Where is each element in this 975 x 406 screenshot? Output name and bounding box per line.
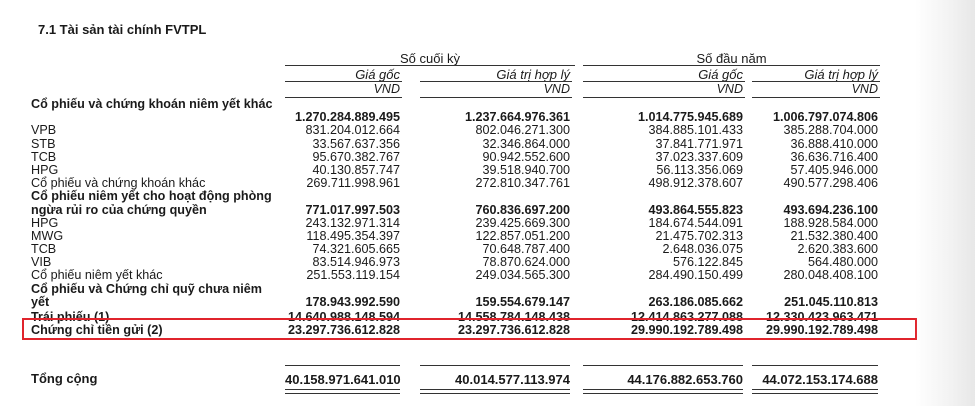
total-rule-double <box>752 389 878 394</box>
col-header-opening-fair: Giá trị hợp lý <box>804 67 878 82</box>
cell-opening-fair: 21.532.380.400 <box>790 228 878 243</box>
total-closing-fair: 40.014.577.113.974 <box>455 372 570 387</box>
row-label: VIB <box>31 255 52 270</box>
col-header-closing-fair: Giá trị hợp lý <box>496 67 570 82</box>
cell-closing-cost: 23.297.736.612.828 <box>287 323 400 338</box>
page-edge-shadow <box>915 0 975 406</box>
total-rule-top <box>752 365 878 366</box>
cell-opening-cost: 1.014.775.945.689 <box>637 110 743 125</box>
table-body <box>0 98 975 337</box>
table-row <box>0 138 975 151</box>
cell-closing-fair: 90.942.552.600 <box>482 149 570 164</box>
total-opening-cost: 44.176.882.653.760 <box>627 372 743 387</box>
cell-opening-fair: 564.480.000 <box>807 255 878 270</box>
unit-opening-cost: VND <box>583 81 745 98</box>
row-label: Cổ phiếu và chứng khoán niêm yết khác <box>31 97 273 111</box>
cell-closing-fair: 239.425.669.300 <box>475 215 570 230</box>
total-opening-fair: 44.072.153.174.688 <box>762 372 878 387</box>
cell-closing-fair: 1.237.664.976.361 <box>464 110 570 125</box>
cell-opening-fair: 280.048.408.100 <box>783 268 878 283</box>
cell-opening-cost: 21.475.702.313 <box>655 228 743 243</box>
cell-opening-cost: 184.674.544.091 <box>648 215 743 230</box>
total-row <box>0 372 975 388</box>
total-rule-double <box>420 389 570 394</box>
cell-closing-fair: 122.857.051.200 <box>475 228 570 243</box>
row-label: Cổ phiếu và Chứng chỉ quỹ chưa niêm yết <box>31 281 262 309</box>
cell-opening-cost: 384.885.101.433 <box>648 123 743 138</box>
cell-closing-cost: 40.130.857.747 <box>312 162 400 177</box>
row-label: TCB <box>31 149 57 164</box>
row-label: Cổ phiếu và chứng khoán khác <box>31 176 206 191</box>
cell-opening-fair: 36.888.410.000 <box>790 136 878 151</box>
total-rule-double <box>583 389 743 394</box>
cell-opening-fair: 36.636.716.400 <box>790 149 878 164</box>
cell-opening-cost: 12.414.863.277.088 <box>630 310 743 325</box>
cell-closing-cost: 269.711.998.961 <box>306 176 400 191</box>
cell-closing-cost: 118.495.354.397 <box>306 228 400 243</box>
table-row <box>0 151 975 164</box>
total-rule-top <box>583 365 743 366</box>
cell-opening-fair: 385.288.704.000 <box>783 123 878 138</box>
row-label: VPB <box>31 123 57 138</box>
cell-closing-fair: 32.346.864.000 <box>482 136 570 151</box>
cell-opening-fair: 29.990.192.789.498 <box>765 323 878 338</box>
cell-opening-fair: 490.577.298.406 <box>783 176 878 191</box>
cell-opening-cost: 263.186.085.662 <box>648 294 743 309</box>
group-header-closing: Số cuối kỳ <box>400 51 460 66</box>
cell-opening-cost: 29.990.192.789.498 <box>630 323 743 338</box>
cell-closing-cost: 243.132.971.314 <box>305 215 400 230</box>
cell-opening-cost: 37.023.337.609 <box>655 149 743 164</box>
cell-opening-cost: 576.122.845 <box>672 255 743 270</box>
row-label: TCB <box>31 242 57 257</box>
table-row <box>0 98 975 124</box>
cell-closing-fair: 70.648.787.400 <box>482 242 570 257</box>
row-label: Trái phiếu (1) <box>31 310 110 325</box>
cell-closing-cost: 831.204.012.664 <box>305 123 400 138</box>
cell-closing-cost: 1.270.284.889.495 <box>294 110 400 125</box>
row-label: Cổ phiếu niêm yết khác <box>31 268 163 283</box>
total-rule-top <box>420 365 570 366</box>
unit-closing-fair: VND <box>420 81 572 98</box>
cell-closing-fair: 23.297.736.612.828 <box>457 323 570 338</box>
col-header-closing-cost: Giá gốc <box>355 67 400 82</box>
group-rule-closing <box>285 65 575 66</box>
cell-closing-cost: 95.670.382.767 <box>312 149 400 164</box>
cell-opening-cost: 37.841.771.971 <box>655 136 743 151</box>
cell-closing-fair: 14.558.784.148.438 <box>457 310 570 325</box>
cell-closing-cost: 74.321.605.665 <box>312 242 400 257</box>
cell-opening-fair: 2.620.383.600 <box>797 242 878 257</box>
cell-opening-fair: 1.006.797.074.806 <box>772 110 878 125</box>
cell-closing-cost: 14.640.988.148.594 <box>287 310 400 325</box>
cell-opening-fair: 57.405.946.000 <box>790 162 878 177</box>
unit-closing-cost: VND <box>285 81 402 98</box>
cell-closing-fair: 760.836.697.200 <box>475 202 570 217</box>
group-header-opening: Số đầu năm <box>696 51 767 66</box>
cell-closing-cost: 251.553.119.154 <box>306 268 400 283</box>
cell-opening-cost: 56.113.356.069 <box>656 162 743 177</box>
row-label: HPG <box>31 162 59 177</box>
table-row <box>0 217 975 230</box>
cell-closing-fair: 272.810.347.761 <box>475 176 570 191</box>
row-label: HPG <box>31 215 59 230</box>
table-row <box>0 190 975 216</box>
cell-opening-cost: 284.490.150.499 <box>648 268 743 283</box>
table-row <box>0 124 975 137</box>
cell-closing-cost: 83.514.946.973 <box>312 255 400 270</box>
cell-opening-fair: 12.330.423.963.471 <box>765 310 878 325</box>
highlight-box <box>22 318 917 340</box>
table-row <box>0 283 975 309</box>
cell-closing-fair: 39.518.940.700 <box>482 162 570 177</box>
section-title: 7.1 Tài sản tài chính FVTPL <box>38 22 207 37</box>
cell-closing-cost: 178.943.992.590 <box>305 294 400 309</box>
row-label: MWG <box>31 228 64 243</box>
cell-closing-cost: 33.567.637.356 <box>312 136 400 151</box>
cell-closing-cost: 771.017.997.503 <box>305 202 400 217</box>
unit-opening-fair: VND <box>752 81 880 98</box>
cell-opening-cost: 2.648.036.075 <box>662 242 743 257</box>
cell-opening-cost: 493.864.555.823 <box>648 202 743 217</box>
total-rule-double <box>285 389 400 394</box>
row-label: Cổ phiếu niêm yết cho hoạt động phòng ngừa rủi ro của chứng quyền <box>31 189 272 217</box>
cell-closing-fair: 249.034.565.300 <box>475 268 570 283</box>
cell-closing-fair: 802.046.271.300 <box>475 123 570 138</box>
cell-closing-fair: 78.870.624.000 <box>482 255 570 270</box>
group-rule-opening <box>583 65 880 66</box>
col-header-opening-cost: Giá gốc <box>698 67 743 82</box>
total-closing-cost: 40.158.971.641.010 <box>285 372 401 387</box>
cell-opening-fair: 493.694.236.100 <box>783 202 878 217</box>
total-rule-top <box>285 365 400 366</box>
cell-opening-fair: 251.045.110.813 <box>784 294 878 309</box>
row-label: Chứng chỉ tiền gửi (2) <box>31 323 163 338</box>
cell-closing-fair: 159.554.679.147 <box>475 294 570 309</box>
table-row <box>0 269 975 282</box>
total-label: Tổng cộng <box>31 371 98 386</box>
cell-opening-cost: 498.912.378.607 <box>648 176 743 191</box>
row-label: STB <box>31 136 56 151</box>
cell-opening-fair: 188.928.584.000 <box>783 215 878 230</box>
